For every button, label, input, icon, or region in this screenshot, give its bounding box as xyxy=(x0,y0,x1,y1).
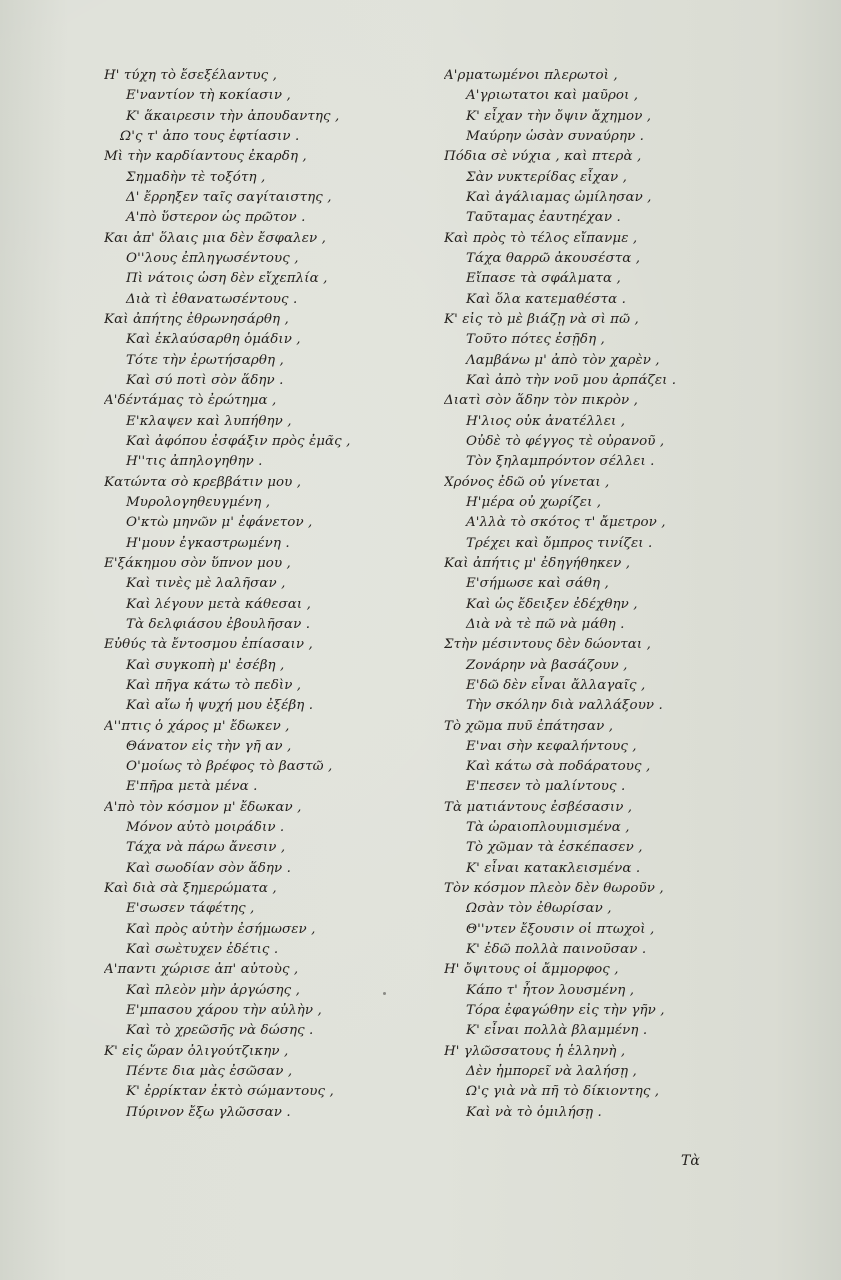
verse-line: Η''τις ἀπηλογηθην . xyxy=(126,454,263,470)
verse-line: Καὶ πρὸς τὸ τέλος εἴπανμε , xyxy=(444,230,638,246)
verse-line: Καὶ τινὲς μὲ λαλῆσαν , xyxy=(126,576,286,592)
verse-line: Στὴν μέσιντους δὲν δώονται , xyxy=(444,637,651,653)
verse-line: Καὶ διὰ σὰ ξημερώματα , xyxy=(104,881,277,897)
verse-line: Ε'δῶ δὲν εἶναι ἄλλαγαῖς , xyxy=(466,677,646,693)
verse-line: Κ' εἰς ὥραν ὀλιγούτζικην , xyxy=(104,1043,289,1059)
verse-line: Σὰν νυκτερίδας εἶχαν , xyxy=(466,169,627,185)
verse-line: Καὶ ὅλα κατεμαθέστα . xyxy=(466,291,627,307)
verse-line: Πύρινον ἔξω γλῶσσαν . xyxy=(126,1104,291,1120)
verse-line: Εὐθύς τὰ ἔντοσμου ἐπίασαιν , xyxy=(104,637,313,653)
verse-line: Ε'μπασου χάρου τὴν αὐλὴν , xyxy=(126,1003,322,1019)
verse-line: Ε'πῆρα μετὰ μένα . xyxy=(126,779,258,795)
verse-line: Ε'σήμωσε καὶ σάθη , xyxy=(466,576,609,592)
verse-line: Καὶ ἐκλαύσαρθη ὁμάδιν , xyxy=(126,332,301,348)
verse-line: Καὶ ἀπήτης ἐθρωνησάρθη , xyxy=(104,311,289,327)
verse-line: Διατὶ σὸν ἅδην τὸν πικρὸν , xyxy=(444,393,638,409)
verse-line: Κ' εἶχαν τὴν ὄψιν ἄχημον , xyxy=(466,108,652,124)
verse-line: Α'πὸ τὸν κόσμον μ' ἔδωκαν , xyxy=(104,799,302,815)
verse-line: Καὶ πλεὸν μὴν ἀργώσης , xyxy=(126,982,300,998)
verse-line: Ο'μοίως τὸ βρέφος τὸ βαστῶ , xyxy=(126,759,333,775)
verse-line: Τόρα ἐφαγώθην εἰς τὴν γῆν , xyxy=(466,1003,665,1019)
verse-line: Ο''λους ἐπληγωσέντους , xyxy=(126,250,299,266)
verse-line: Κ' ἐρρίκταν ἐκτὸ σώμαντους , xyxy=(126,1084,334,1100)
verse-line: Α'γριωτατοι καὶ μαῦροι , xyxy=(466,88,639,104)
verse-line: Τὸ χῶμα πυῦ ἐπάτησαν , xyxy=(444,718,614,734)
verse-line: Ε'ναι σὴν κεφαλήντους , xyxy=(466,738,637,754)
verse-line: Καὶ ἀπὸ τὴν νοῦ μου ἀρπάζει . xyxy=(466,372,677,388)
verse-line: Καὶ νὰ τὸ ὁμιλήσῃ . xyxy=(466,1104,602,1120)
verse-line: Χρόνος ἐδῶ οὐ γίνεται , xyxy=(444,474,610,490)
verse-line: Καὶ πῆγα κάτω τὸ πεδὶν , xyxy=(126,677,302,693)
verse-line: Ε'ξάκημου σὸν ὕπνον μου , xyxy=(104,555,291,571)
verse-line: Τάχα νὰ πάρω ἄνεσιν , xyxy=(126,840,286,856)
verse-line: Καὶ αἴω ἡ ψυχή μου ἐξέβη . xyxy=(126,698,314,714)
verse-line: Ε'ναντίον τὴ κοκίασιν , xyxy=(126,88,291,104)
verse-line: Εἴπασε τὰ σφάλματα , xyxy=(466,271,621,287)
verse-line: Τότε τὴν ἐρωτήσαρθη , xyxy=(126,352,284,368)
verse-line: Πόδια σὲ νύχια , καὶ πτερὰ , xyxy=(444,149,642,165)
verse-line: Καὶ σωὲτυχεν ἐδέτις . xyxy=(126,942,279,958)
verse-line: Πὶ νάτοις ὡση δὲν εἴχεπλία , xyxy=(126,271,328,287)
verse-line: Ταῦταμας ἐαυτηέχαν . xyxy=(466,210,621,226)
verse-line: Καὶ ὡς ἔδειξεν ἐδέχθην , xyxy=(466,596,638,612)
verse-line: Διὰ νὰ τὲ πῶ νὰ μάθη . xyxy=(466,616,625,632)
verse-line: Η'λιος οὐκ ἀνατέλλει , xyxy=(466,413,626,429)
verse-line: Πέντε δια μὰς ἐσῶσαν , xyxy=(126,1064,293,1080)
verse-line: Ε'κλαψεν καὶ λυπήθην , xyxy=(126,413,292,429)
verse-line: Κάπο τ' ἦτον λουσμένη , xyxy=(466,982,635,998)
verse-line: Καὶ ἀφόπου ἐσφάξιν πρὸς ἐμᾶς , xyxy=(126,433,351,449)
verse-line: Κατώντα σὸ κρεββάτιν μου , xyxy=(104,474,302,490)
verse-line: Α'πὸ ὕστερον ὡς πρῶτον . xyxy=(126,210,306,226)
verse-line: Τοῦτο πότες ἐσῇδη , xyxy=(466,332,605,348)
verse-line: Η'μουν ἐγκαστρωμένη . xyxy=(126,535,290,551)
verse-line: Κ' εἶναι πολλὰ βλαμμένη . xyxy=(466,1023,648,1039)
verse-line: Καὶ κάτω σὰ ποδάρατους , xyxy=(466,759,651,775)
left-column xyxy=(104,66,429,1123)
verse-line: Καὶ τὸ χρεῶσῆς νὰ δώσης . xyxy=(126,1023,314,1039)
verse-line: Η'μέρα οὐ χωρίζει , xyxy=(466,494,602,510)
verse-line: Α'ρματωμένοι πλερωτοὶ , xyxy=(444,68,618,83)
verse-line: Καὶ ἀπήτις μ' ἐδηγήθηκεν , xyxy=(444,555,631,571)
verse-line: Α'λλὰ τὸ σκότος τ' ἄμετρον , xyxy=(466,515,666,531)
verse-line: Θ''ντεν ἔξουσιν οἱ πτωχοὶ , xyxy=(466,921,655,937)
verse-line: Οὐδὲ τὸ φέγγος τὲ οὐρανοῦ , xyxy=(466,433,665,449)
verse-line: Κ' εἰς τὸ μὲ βιάζῃ νὰ σὶ πῶ , xyxy=(444,311,639,327)
verse-line: Τὸν κόσμον πλεὸν δὲν θωροῦν , xyxy=(444,881,664,897)
verse-line: Τὰ δελφιάσου ἐβουλῆσαν . xyxy=(126,616,311,632)
verse-line: Μυρολογηθευγμένη , xyxy=(126,494,271,510)
verse-line: Μαύρην ὡσὰν συναύρην . xyxy=(466,128,645,144)
verse-line: Καὶ σύ ποτὶ σὸν ἅδην . xyxy=(126,372,284,388)
verse-line: Δὲν ἠμπορεῖ νὰ λαλήσῃ , xyxy=(466,1064,637,1080)
verse-line: Μόνον αὐτὸ μοιράδιν . xyxy=(126,820,285,836)
verse-line: Τὰ ματιάντους ἐσβέσασιν , xyxy=(444,799,633,815)
verse-line: Μὶ τὴν καρδίαντους ἐκαρδη , xyxy=(104,149,307,165)
verse-line: Ζονάρην νὰ βασάζουν , xyxy=(466,657,628,673)
verse-line: Τρέχει καὶ ὄμπρος τινίζει . xyxy=(466,535,653,551)
verse-line: Κ' εἶναι κατακλεισμένα . xyxy=(466,860,641,876)
verse-line: Ε'σωσεν τάφέτης , xyxy=(126,901,255,917)
verse-line: Α'παντι χώρισε ἀπ' αὐτοὺς , xyxy=(104,962,299,978)
verse-line: Κ' ἅκαιρεσιν τὴν ἀπουδαντης , xyxy=(126,108,340,124)
verse-line: Διὰ τὶ ἐθανατωσέντους . xyxy=(126,291,298,307)
verse-line: Τὰ ὡραιοπλουμισμένα , xyxy=(466,820,630,836)
verse-line: Καὶ σωοδίαν σὸν ἅδην . xyxy=(126,860,292,876)
verse-line: Λαμβάνω μ' ἀπὸ τὸν χαρὲν , xyxy=(466,352,660,368)
verse-line: Τὴν σκόλην διὰ ναλλάξουν . xyxy=(466,698,663,714)
verse-line: Ε'πεσεν τὸ μαλίντους . xyxy=(466,779,626,795)
verse-line: Καὶ ἀγάλιαμας ὡμίλησαν , xyxy=(466,189,652,205)
right-column xyxy=(444,66,744,1123)
verse-line: Θάνατον εἰς τὴν γῆ αν , xyxy=(126,738,292,754)
verse-line: Α'δέντάμας τὸ ἐρώτημα , xyxy=(104,393,277,409)
verse-line: Ω'ς τ' ἀπο τους ἐφτίασιν . xyxy=(120,128,300,144)
verse-line: Α''πτις ὁ χάρος μ' ἔδωκεν , xyxy=(104,718,290,734)
verse-line: Τὸ χῶμαν τὰ ἐσκέπασεν , xyxy=(466,840,643,856)
verse-line: Ο'κτὼ μηνῶν μ' ἐφάνετον , xyxy=(126,515,313,531)
verse-line: Ω'ς γιὰ νὰ πῆ τὸ δίκιοντης , xyxy=(466,1084,660,1100)
verse-line: Καὶ συγκοπὴ μ' ἐσέβη , xyxy=(126,657,285,673)
verse-line: Η' ὄψιτους οἱ ἄμμορφος , xyxy=(444,962,619,978)
verse-line: Καὶ λέγουν μετὰ κάθεσαι , xyxy=(126,596,311,612)
verse-line: Τάχα θαρρῶ ἀκουσέστα , xyxy=(466,250,641,266)
verse-line: Τὸν ξηλαμπρόντον σέλλει . xyxy=(466,454,655,470)
verse-line: Η' τύχη τὸ ἔσεξέλαντυς , xyxy=(104,68,277,83)
verse-line: Καὶ πρὸς αὐτὴν ἐσήμωσεν , xyxy=(126,921,316,937)
verse-line: Κ' ἐδῶ πολλὰ παινοῦσαν . xyxy=(466,942,647,958)
verse-line: Η' γλῶσσατους ἡ ἑλληνὴ , xyxy=(444,1043,626,1059)
ink-spot xyxy=(383,992,386,995)
verse-line: Ωσὰν τὸν ἐθωρίσαν , xyxy=(466,901,612,917)
verse-line: Δ' ἔρρηξεν ταῖς σαγίταιστης , xyxy=(126,189,332,205)
catchword: Τὰ xyxy=(681,1153,700,1169)
verse-line: Και ἀπ' ὅλαις μια δὲν ἔσφαλεν , xyxy=(104,230,326,246)
verse-line: Σημαδὴν τὲ τοξότη , xyxy=(126,169,266,185)
